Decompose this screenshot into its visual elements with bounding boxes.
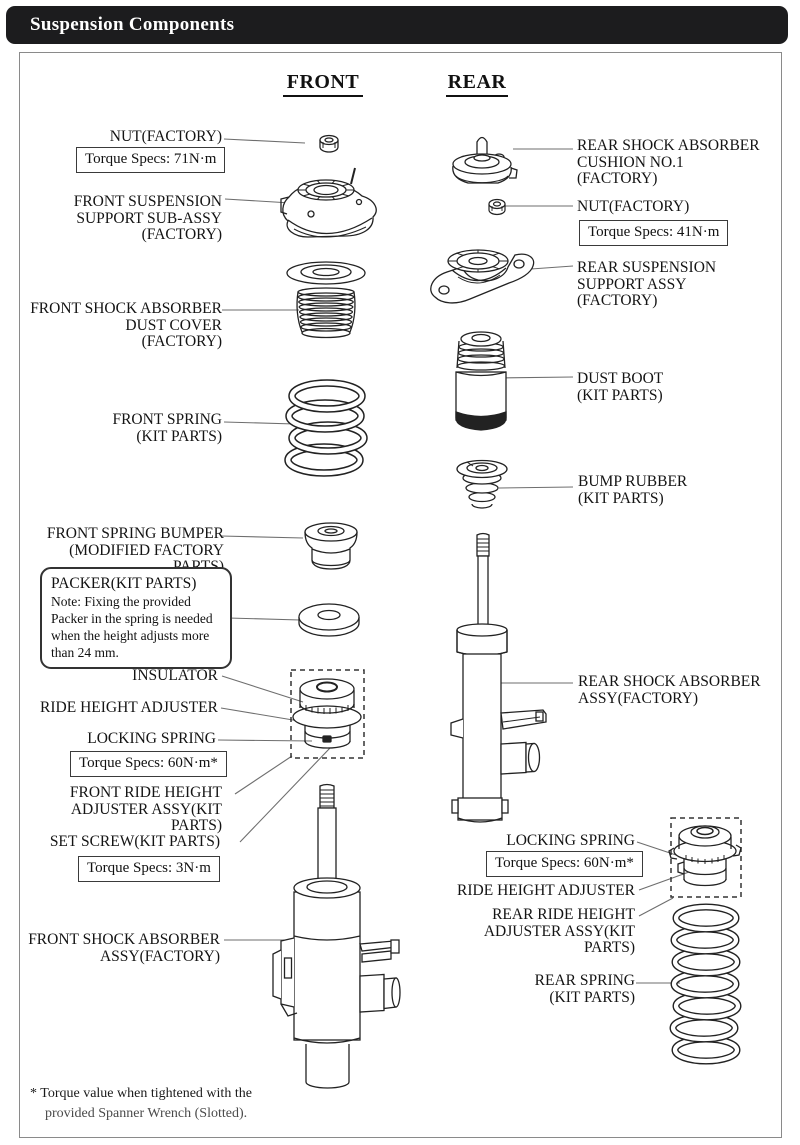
front-dust-cover-drawing: [287, 262, 365, 338]
packer-note-box: [40, 567, 232, 669]
front-bumper-label: FRONT SPRING BUMPER (MODIFIED FACTORY: [46, 525, 224, 559]
rear-nut-torque-box: Torque Specs: 41N·m: [579, 220, 728, 246]
front-ride-height-adjuster-label: RIDE HEIGHT ADJUSTER: [40, 699, 218, 716]
front-adjuster-assy-label: FRONT RIDE HEIGHT ADJUSTER ASSY(KIT PARTS): [69, 784, 222, 834]
rear-cushion-drawing: [453, 138, 517, 184]
front-nut-torque-box: Torque Specs: 71N·m: [76, 147, 225, 173]
rear-locking-spring-torque-box: Torque Specs: 60N·m*: [486, 851, 643, 877]
front-spring-label: FRONT SPRING (KIT PARTS): [112, 411, 222, 445]
front-spring-bumper-drawing: [305, 523, 357, 569]
rear-support-mount-drawing: [431, 250, 534, 303]
rear-spring-label: REAR SPRING (KIT PARTS): [534, 972, 635, 1006]
front-adjuster-assy-drawing: [293, 679, 361, 748]
insulator-label: INSULATOR: [132, 667, 218, 684]
footnote-line1: * Torque value when tightened with the: [30, 1086, 252, 1101]
packer-note: Note: Fixing the provided Packer in the spring is needed when the height adjusts more than 24 mm.: [51, 594, 213, 660]
rear-nut-label: NUT(FACTORY): [577, 198, 690, 215]
bump-rubber-label: BUMP RUBBER (KIT PARTS): [578, 473, 688, 507]
bump-rubber-drawing: [457, 461, 507, 509]
front-dust-cover-label: FRONT SHOCK ABSORBER DUST COVER (FACTORY): [30, 300, 222, 350]
dust-boot-label: DUST BOOT (KIT PARTS): [577, 370, 664, 404]
packer-title: PACKER(KIT PARTS): [51, 575, 197, 592]
front-support-label: FRONT SUSPENSION SUPPORT SUB-ASSY (FACTORY): [73, 193, 222, 243]
front-nut-drawing: [320, 136, 338, 153]
rear-column-heading: REAR: [446, 71, 508, 97]
front-column-heading: FRONT: [283, 71, 363, 97]
rear-shock-assy-label: REAR SHOCK ABSORBER ASSY(FACTORY): [578, 673, 761, 707]
rear-locking-spring-label: LOCKING SPRING: [506, 832, 635, 849]
front-spring-drawing: [288, 383, 364, 473]
front-shock-absorber-drawing: [273, 785, 400, 1088]
front-locking-spring-torque-box: Torque Specs: 60N·m*: [70, 751, 227, 777]
footnote-line2: provided Spanner Wrench (Slotted).: [45, 1106, 248, 1121]
set-screw-label: SET SCREW(KIT PARTS): [49, 833, 220, 850]
dust-boot-drawing: [456, 332, 506, 430]
front-nut-label: NUT(FACTORY): [109, 128, 222, 145]
front-shock-assy-label: FRONT SHOCK ABSORBER ASSY(FACTORY): [28, 931, 220, 965]
rear-spring-drawing: [673, 907, 738, 1061]
packer-drawing: [299, 604, 359, 636]
page-title: Suspension Components: [30, 14, 235, 35]
rear-support-label: REAR SUSPENSION SUPPORT ASSY (FACTORY): [577, 259, 717, 309]
rear-shock-absorber-drawing: [451, 534, 546, 823]
rear-cushion-label: REAR SHOCK ABSORBER CUSHION NO.1 (FACTORY): [577, 137, 760, 187]
front-support-mount-drawing: [281, 168, 376, 237]
set-screw-torque-box: Torque Specs: 3N·m: [78, 856, 220, 882]
rear-adjuster-assy-drawing: [669, 826, 741, 886]
front-locking-spring-label: LOCKING SPRING: [87, 730, 216, 747]
rear-nut-drawing: [489, 200, 505, 215]
rear-ride-height-adjuster-label: RIDE HEIGHT ADJUSTER: [457, 882, 635, 899]
rear-adjuster-assy-label: REAR RIDE HEIGHT ADJUSTER ASSY(KIT PARTS): [483, 906, 635, 956]
